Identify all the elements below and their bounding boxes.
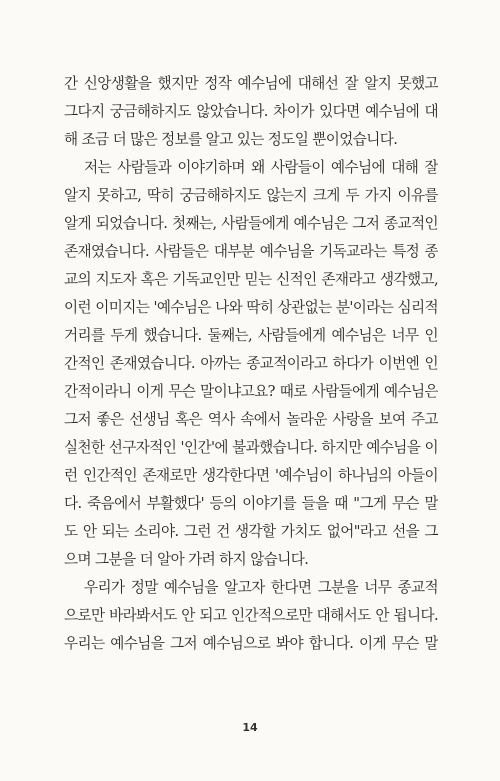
text-line: 알지 못하고, 딱히 궁금해하지도 않는지 크게 두 가지 이유를 bbox=[64, 187, 438, 204]
text-line: 우리는 예수님을 그저 예수님으로 봐야 합니다. 이게 무슨 말 bbox=[64, 635, 438, 652]
text-line: 우리가 정말 예수님을 알고자 한다면 그분을 너무 종교적 bbox=[84, 579, 438, 596]
text-line: 저는 사람들과 이야기하며 왜 사람들이 예수님에 대해 잘 bbox=[84, 159, 438, 176]
text-line: 교의 지도자 혹은 기독교인만 믿는 신적인 존재라고 생각했고, bbox=[64, 271, 438, 288]
paragraph bbox=[64, 70, 438, 154]
text-line: 으며 그분을 더 알아 가려 하지 않습니다. bbox=[64, 551, 309, 568]
text-line: 다. 죽음에서 부활했다' 등의 이야기를 들을 때 "그게 무슨 말 bbox=[64, 495, 438, 512]
text-line: 존재였습니다. 사람들은 대부분 예수님을 기독교라는 특정 종 bbox=[64, 243, 438, 260]
page-number: 14 bbox=[242, 721, 258, 734]
text-line: 거리를 두게 했습니다. 둘째는, 사람들에게 예수님은 너무 인 bbox=[64, 327, 438, 344]
text-line: 간적인 존재였습니다. 아까는 종교적이라고 하다가 이번엔 인 bbox=[64, 355, 438, 372]
body-text bbox=[64, 70, 438, 658]
text-line: 이런 이미지는 '예수님은 나와 딱히 상관없는 분'이라는 심리적 bbox=[64, 299, 438, 316]
text-line: 알게 되었습니다. 첫째는, 사람들에게 예수님은 그저 종교적인 bbox=[64, 215, 438, 232]
text-line: 그다지 궁금해하지도 않았습니다. 차이가 있다면 예수님에 대 bbox=[64, 103, 438, 120]
text-line: 런 인간적인 존재로만 생각한다면 '예수님이 하나님의 아들이 bbox=[64, 467, 438, 484]
text-line: 으로만 바라봐서도 안 되고 인간적으로만 대해서도 안 됩니다. bbox=[64, 607, 438, 624]
text-line: 해 조금 더 많은 정보를 알고 있는 정도일 뿐이었습니다. bbox=[64, 131, 398, 148]
text-line: 간적이라니 이게 무슨 말이냐고요? 때로 사람들에게 예수님은 bbox=[64, 383, 438, 400]
text-line: 도 안 되는 소리야. 그런 건 생각할 가치도 없어"라고 선을 그 bbox=[64, 523, 438, 540]
text-line: 그저 좋은 선생님 혹은 역사 속에서 놀라운 사랑을 보여 주고 bbox=[64, 411, 438, 428]
text-line: 실천한 선구자적인 '인간'에 불과했습니다. 하지만 예수님을 이 bbox=[64, 439, 438, 456]
text-line: 간 신앙생활을 했지만 정작 예수님에 대해선 잘 알지 못했고 bbox=[64, 75, 438, 92]
paragraph bbox=[64, 154, 438, 574]
paragraph bbox=[64, 574, 438, 658]
